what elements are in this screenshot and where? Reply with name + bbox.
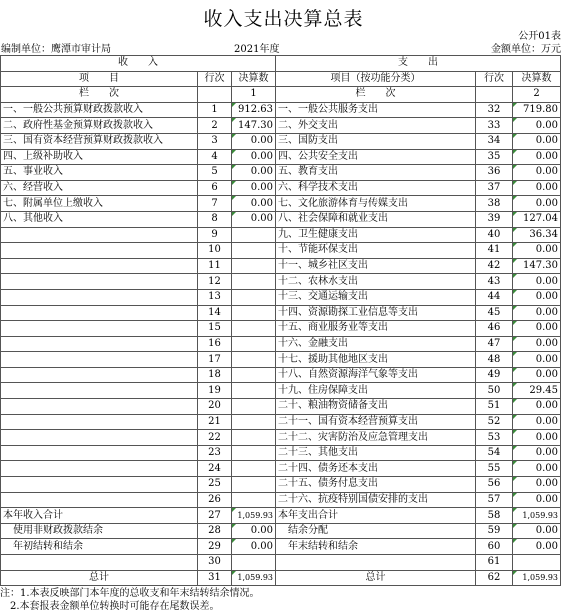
expense-item: 二十六、抗疫特别国债安排的支出 <box>276 492 476 508</box>
income-item-header: 项 目 <box>1 71 198 87</box>
report-title: 收入支出决算总表 <box>203 8 364 30</box>
income-item <box>1 383 198 399</box>
table-row <box>1 165 561 181</box>
income-header: 收 入 <box>1 56 276 72</box>
expense-item: 本年支出合计 <box>276 508 476 524</box>
income-row-number: 26 <box>198 492 232 508</box>
expense-amount-header: 决算数 <box>513 71 561 87</box>
income-amount <box>232 383 276 399</box>
income-row-number: 3 <box>198 133 232 149</box>
expense-item: 二、外交支出 <box>276 118 476 134</box>
income-item: 使用非财政拨款结余 <box>1 523 198 539</box>
table-row <box>1 227 561 243</box>
expense-amount: 0.00 <box>513 133 561 149</box>
expense-item: 九、卫生健康支出 <box>276 227 476 243</box>
income-row-number: 13 <box>198 289 232 305</box>
expense-item: 八、社会保障和就业支出 <box>276 211 476 227</box>
table-row <box>1 336 561 352</box>
expense-amount: 0.00 <box>513 165 561 181</box>
income-row-number: 6 <box>198 180 232 196</box>
expense-amount: 0.00 <box>513 430 561 446</box>
expense-row-number: 44 <box>476 289 513 305</box>
income-amount <box>232 445 276 461</box>
income-column-label: 栏 次 <box>1 87 198 103</box>
expense-item: 二十三、其他支出 <box>276 445 476 461</box>
expense-rowno-header: 行次 <box>476 71 513 87</box>
income-row-number: 18 <box>198 367 232 383</box>
income-row-number: 24 <box>198 461 232 477</box>
income-amount <box>232 274 276 290</box>
expense-amount: 0.00 <box>513 523 561 539</box>
expense-row-number: 50 <box>476 383 513 399</box>
header-row-index <box>1 87 561 103</box>
income-row-number: 7 <box>198 196 232 212</box>
unit-label: 编制单位：鹰潭市审计局 <box>1 44 111 55</box>
income-item: 本年收入合计 <box>1 508 198 524</box>
expense-amount: 0.00 <box>513 492 561 508</box>
expense-row-number: 49 <box>476 367 513 383</box>
table-row <box>1 461 561 477</box>
expense-row-number: 33 <box>476 118 513 134</box>
expense-amount: 0.00 <box>513 118 561 134</box>
expense-row-number: 38 <box>476 196 513 212</box>
income-item <box>1 445 198 461</box>
income-item <box>1 305 198 321</box>
income-item <box>1 336 198 352</box>
expense-amount: 0.00 <box>513 180 561 196</box>
income-amount: 0.00 <box>232 523 276 539</box>
income-item <box>1 274 198 290</box>
income-amount: 0.00 <box>232 211 276 227</box>
income-amount <box>232 258 276 274</box>
income-amount: 0.00 <box>232 180 276 196</box>
expense-column-blank <box>476 87 513 103</box>
expense-item: 二十五、债务付息支出 <box>276 477 476 493</box>
table-row <box>1 539 561 555</box>
income-item <box>1 477 198 493</box>
table-row <box>1 399 561 415</box>
income-item <box>1 399 198 415</box>
expense-amount: 0.00 <box>513 399 561 415</box>
expense-item-header: 项目（按功能分类） <box>276 71 476 87</box>
currency-label: 金额单位：万元 <box>491 44 561 55</box>
income-item: 二、政府性基金预算财政拨款收入 <box>1 118 198 134</box>
income-amount <box>232 227 276 243</box>
income-item <box>1 258 198 274</box>
income-amount: 0.00 <box>232 539 276 555</box>
expense-row-number: 57 <box>476 492 513 508</box>
expense-row-number: 62 <box>476 570 513 586</box>
expense-amount: 0.00 <box>513 243 561 259</box>
report-meta <box>0 40 567 54</box>
expense-item: 年末结转和结余 <box>276 539 476 555</box>
table-row <box>1 492 561 508</box>
income-item <box>1 555 198 571</box>
table-row <box>1 258 561 274</box>
income-row-number: 15 <box>198 321 232 337</box>
income-item <box>1 414 198 430</box>
expense-item: 十一、城乡社区支出 <box>276 258 476 274</box>
table-row <box>1 477 561 493</box>
expense-item: 十、节能环保支出 <box>276 243 476 259</box>
expense-row-number: 55 <box>476 461 513 477</box>
table-row <box>1 196 561 212</box>
income-amount: 1,059.93 <box>232 508 276 524</box>
table-row <box>1 243 561 259</box>
expense-item: 三、国防支出 <box>276 133 476 149</box>
income-column-blank <box>198 87 232 103</box>
income-amount <box>232 289 276 305</box>
table-row <box>1 352 561 368</box>
expense-row-number: 41 <box>476 243 513 259</box>
income-row-number: 5 <box>198 165 232 181</box>
expense-amount: 1,059.93 <box>513 570 561 586</box>
income-amount <box>232 477 276 493</box>
expense-amount: 29.45 <box>513 383 561 399</box>
expense-item: 十九、住房保障支出 <box>276 383 476 399</box>
table-row <box>1 523 561 539</box>
expense-amount: 36.34 <box>513 227 561 243</box>
expense-amount: 719.80 <box>513 102 561 118</box>
expense-item: 二十、粮油物资储备支出 <box>276 399 476 415</box>
income-row-number: 22 <box>198 430 232 446</box>
expense-row-number: 45 <box>476 305 513 321</box>
income-item <box>1 321 198 337</box>
table-row <box>1 305 561 321</box>
income-amount <box>232 336 276 352</box>
expense-item: 结余分配 <box>276 523 476 539</box>
expense-row-number: 54 <box>476 445 513 461</box>
expense-column-label: 栏 次 <box>276 87 476 103</box>
income-item <box>1 227 198 243</box>
expense-row-number: 58 <box>476 508 513 524</box>
expense-amount: 0.00 <box>513 477 561 493</box>
expense-amount <box>513 555 561 571</box>
expense-row-number: 43 <box>476 274 513 290</box>
expense-item: 总计 <box>276 570 476 586</box>
expense-item: 二十四、债务还本支出 <box>276 461 476 477</box>
report-year: 2021年度 <box>234 44 280 55</box>
income-item: 七、附属单位上缴收入 <box>1 196 198 212</box>
income-rowno-header: 行次 <box>198 71 232 87</box>
expense-amount: 127.04 <box>513 211 561 227</box>
income-row-number: 23 <box>198 445 232 461</box>
expense-row-number: 35 <box>476 149 513 165</box>
expense-amount: 0.00 <box>513 414 561 430</box>
income-row-number: 21 <box>198 414 232 430</box>
income-row-number: 9 <box>198 227 232 243</box>
table-row <box>1 289 561 305</box>
income-amount <box>232 555 276 571</box>
income-amount <box>232 305 276 321</box>
table-row <box>1 430 561 446</box>
expense-item: 十三、交通运输支出 <box>276 289 476 305</box>
expense-amount: 0.00 <box>513 445 561 461</box>
table-row <box>1 149 561 165</box>
expense-row-number: 59 <box>476 523 513 539</box>
total-row <box>1 570 561 586</box>
table-row <box>1 133 561 149</box>
income-row-number: 30 <box>198 555 232 571</box>
expense-row-number: 34 <box>476 133 513 149</box>
income-row-number: 10 <box>198 243 232 259</box>
expense-row-number: 47 <box>476 336 513 352</box>
income-amount: 912.63 <box>232 102 276 118</box>
income-item <box>1 289 198 305</box>
expense-row-number: 52 <box>476 414 513 430</box>
table-row <box>1 102 561 118</box>
income-row-number: 27 <box>198 508 232 524</box>
expense-amount: 0.00 <box>513 196 561 212</box>
expense-amount: 0.00 <box>513 274 561 290</box>
expense-item: 十八、自然资源海洋气象等支出 <box>276 367 476 383</box>
table-row <box>1 367 561 383</box>
income-row-number: 17 <box>198 352 232 368</box>
expense-amount: 0.00 <box>513 461 561 477</box>
notes <box>0 587 260 613</box>
income-item <box>1 243 198 259</box>
income-item: 年初结转和结余 <box>1 539 198 555</box>
income-item <box>1 492 198 508</box>
income-amount: 0.00 <box>232 196 276 212</box>
expense-column-number: 2 <box>513 87 561 103</box>
income-item: 六、经营收入 <box>1 180 198 196</box>
income-amount: 147.30 <box>232 118 276 134</box>
table-row <box>1 414 561 430</box>
table-row <box>1 180 561 196</box>
income-row-number: 29 <box>198 539 232 555</box>
income-amount: 0.00 <box>232 149 276 165</box>
income-amount <box>232 367 276 383</box>
table-row <box>1 274 561 290</box>
income-amount <box>232 352 276 368</box>
income-row-number: 11 <box>198 258 232 274</box>
income-item <box>1 367 198 383</box>
income-amount <box>232 399 276 415</box>
income-row-number: 19 <box>198 383 232 399</box>
income-amount <box>232 492 276 508</box>
income-row-number: 4 <box>198 149 232 165</box>
income-row-number: 28 <box>198 523 232 539</box>
expense-row-number: 37 <box>476 180 513 196</box>
income-row-number: 2 <box>198 118 232 134</box>
expense-row-number: 51 <box>476 399 513 415</box>
note-line: 注：1.本表反映部门本年度的总收支和年末结转结余情况。 <box>0 588 260 599</box>
expense-amount: 0.00 <box>513 149 561 165</box>
income-amount <box>232 321 276 337</box>
expense-amount: 0.00 <box>513 321 561 337</box>
expense-row-number: 32 <box>476 102 513 118</box>
expense-amount: 0.00 <box>513 367 561 383</box>
expense-row-number: 36 <box>476 165 513 181</box>
income-row-number: 14 <box>198 305 232 321</box>
table-row <box>1 321 561 337</box>
income-item: 四、上级补助收入 <box>1 149 198 165</box>
expense-amount: 147.30 <box>513 258 561 274</box>
expense-header: 支 出 <box>276 56 561 72</box>
note-line: 2.本套报表金额单位转换时可能存在尾数误差。 <box>0 601 220 612</box>
header-row-columns <box>1 71 561 87</box>
expense-item: 一、一般公共服务支出 <box>276 102 476 118</box>
expense-item: 十二、农林水支出 <box>276 274 476 290</box>
income-amount-header: 决算数 <box>232 71 276 87</box>
expense-item: 二十一、国有资本经营预算支出 <box>276 414 476 430</box>
income-item: 三、国有资本经营预算财政拨款收入 <box>1 133 198 149</box>
income-column-number: 1 <box>232 87 276 103</box>
income-item: 总计 <box>1 570 198 586</box>
income-item: 八、其他收入 <box>1 211 198 227</box>
expense-amount: 0.00 <box>513 336 561 352</box>
expense-amount: 0.00 <box>513 539 561 555</box>
table-row <box>1 118 561 134</box>
income-amount <box>232 430 276 446</box>
expense-amount: 1,059.93 <box>513 508 561 524</box>
expense-row-number: 53 <box>476 430 513 446</box>
income-item: 五、事业收入 <box>1 165 198 181</box>
table-row <box>1 211 561 227</box>
income-item <box>1 352 198 368</box>
expense-item: 六、科学技术支出 <box>276 180 476 196</box>
income-item <box>1 430 198 446</box>
table-row <box>1 508 561 524</box>
income-amount <box>232 414 276 430</box>
expense-item: 十五、商业服务业等支出 <box>276 321 476 337</box>
expense-row-number: 61 <box>476 555 513 571</box>
income-amount: 0.00 <box>232 133 276 149</box>
expense-amount: 0.00 <box>513 305 561 321</box>
table-row <box>1 383 561 399</box>
expense-item: 十六、金融支出 <box>276 336 476 352</box>
expense-row-number: 40 <box>476 227 513 243</box>
summary-table <box>0 55 561 586</box>
income-row-number: 1 <box>198 102 232 118</box>
income-row-number: 16 <box>198 336 232 352</box>
income-row-number: 25 <box>198 477 232 493</box>
expense-item: 七、文化旅游体育与传媒支出 <box>276 196 476 212</box>
expense-item: 五、教育支出 <box>276 165 476 181</box>
income-amount: 0.00 <box>232 165 276 181</box>
income-row-number: 8 <box>198 211 232 227</box>
expense-item <box>276 555 476 571</box>
expense-row-number: 56 <box>476 477 513 493</box>
income-row-number: 31 <box>198 570 232 586</box>
income-item: 一、一般公共预算财政拨款收入 <box>1 102 198 118</box>
table-row <box>1 555 561 571</box>
expense-amount: 0.00 <box>513 289 561 305</box>
income-amount <box>232 461 276 477</box>
expense-item: 四、公共安全支出 <box>276 149 476 165</box>
expense-amount: 0.00 <box>513 352 561 368</box>
expense-row-number: 42 <box>476 258 513 274</box>
expense-item: 二十二、灾害防治及应急管理支出 <box>276 430 476 446</box>
income-row-number: 12 <box>198 274 232 290</box>
header-row-sections <box>1 56 561 72</box>
income-amount <box>232 243 276 259</box>
expense-row-number: 60 <box>476 539 513 555</box>
table-row <box>1 445 561 461</box>
expense-row-number: 48 <box>476 352 513 368</box>
expense-row-number: 46 <box>476 321 513 337</box>
income-item <box>1 461 198 477</box>
form-number: 公开01表 <box>518 31 561 42</box>
expense-item: 十七、援助其他地区支出 <box>276 352 476 368</box>
expense-item: 十四、资源勘探工业信息等支出 <box>276 305 476 321</box>
income-amount: 1,059.93 <box>232 570 276 586</box>
expense-row-number: 39 <box>476 211 513 227</box>
income-row-number: 20 <box>198 399 232 415</box>
